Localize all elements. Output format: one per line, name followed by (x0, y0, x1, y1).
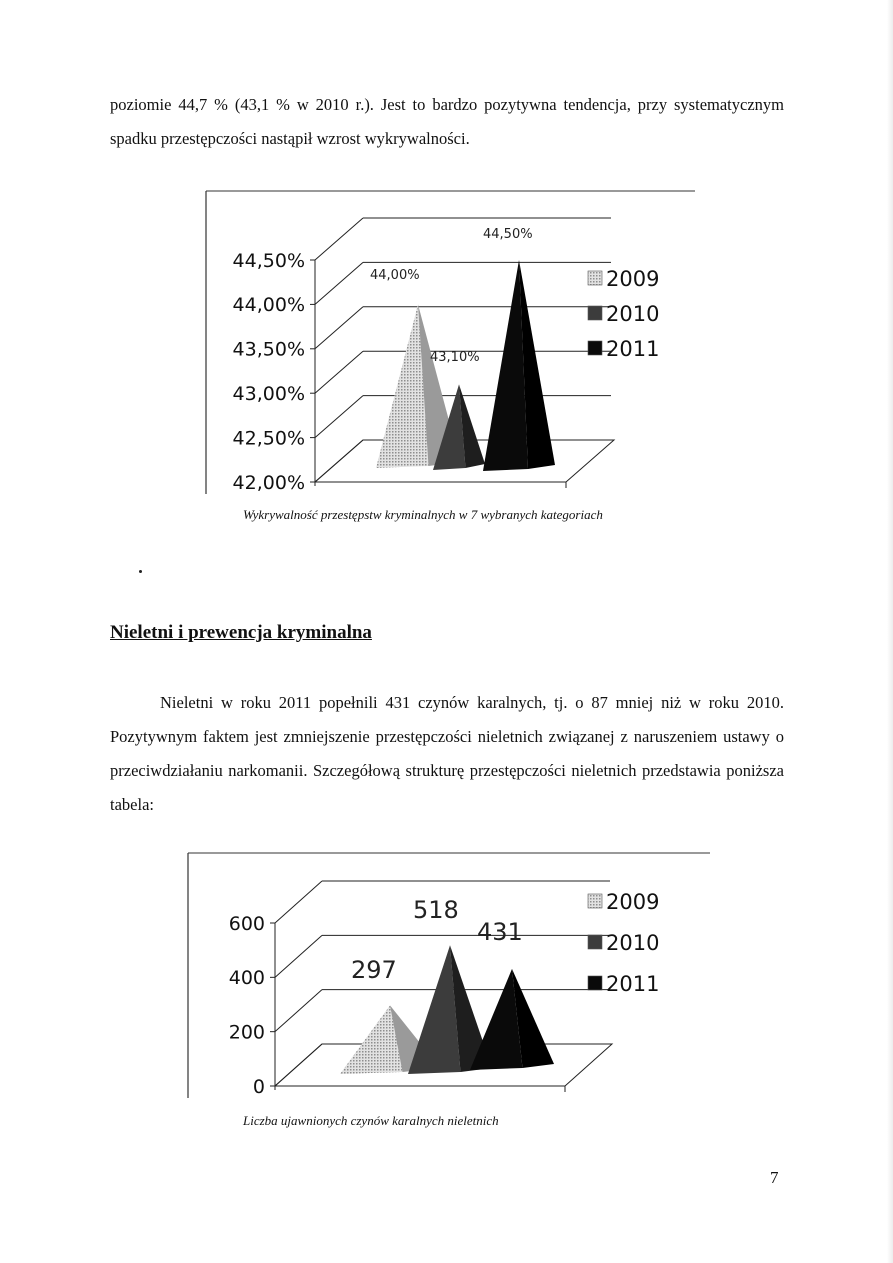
legend-swatch-2011 (588, 976, 602, 990)
intro-paragraph: poziomie 44,7 % (43,1 % w 2010 r.). Jest to bardzo pozytywna tendencja, przy systematycznym spadku przestępczości nastąpił wzrost wykrywalności. (110, 95, 784, 148)
y-tick-label: 200 (228, 1021, 265, 1044)
side-wall-line (315, 218, 363, 260)
legend-label-2009: 2009 (606, 267, 660, 291)
side-wall-line (315, 307, 363, 349)
side-wall-line (275, 990, 322, 1032)
legend-label-2010: 2010 (606, 931, 660, 955)
side-wall-line (275, 935, 322, 977)
y-tick-label: 43,00% (232, 383, 305, 406)
legend-label-2011: 2011 (606, 972, 660, 996)
legend-swatch-2010 (588, 306, 602, 320)
detection-rate-chart-svg (203, 188, 703, 500)
y-tick-label: 44,50% (232, 249, 305, 272)
data-label-2011: 431 (477, 918, 523, 946)
data-label-2009: 44,00% (370, 268, 420, 283)
legend-label-2010: 2010 (606, 302, 660, 326)
data-label-2010: 518 (413, 896, 459, 924)
legend-label-2009: 2009 (606, 890, 660, 914)
detection-rate-chart (203, 188, 703, 500)
data-label-2009: 297 (351, 956, 397, 984)
legend-swatch-2010 (588, 935, 602, 949)
scan-edge (887, 0, 893, 1263)
data-label-2011: 44,50% (483, 227, 533, 242)
chart1-caption: Wykrywalność przestępstw kryminalnych w 7 wybranych kategoriach (243, 507, 603, 522)
side-wall-line (275, 881, 322, 923)
legend-swatch-2009 (588, 894, 602, 908)
stray-dot (139, 570, 142, 573)
y-tick-label: 43,50% (232, 338, 305, 361)
legend-swatch-2009 (588, 271, 602, 285)
juvenile-paragraph: Nieletni w roku 2011 popełnili 431 czynów karalnych, tj. o 87 mniej niż w roku 2010. Pozytywnym faktem jest zmniejszenie przestępczości nieletnich związanej z naruszeniem ustawy o przeciwdziałaniu narkomanii. Szczegółową strukturę przestępczości nieletnich przedstawia poniższa tabela: (110, 693, 784, 814)
chart2-caption: Liczba ujawnionych czynów karalnych nieletnich (243, 1113, 499, 1128)
y-tick-label: 400 (228, 967, 265, 990)
side-wall-line (315, 262, 363, 304)
y-tick-label: 44,00% (232, 294, 305, 317)
side-wall-line (315, 396, 363, 438)
y-tick-label: 42,00% (232, 471, 305, 494)
juvenile-acts-chart (185, 850, 715, 1102)
y-tick-label: 600 (228, 912, 265, 935)
side-wall-line (315, 351, 363, 393)
page-number: 7 (770, 1168, 779, 1187)
y-tick-label: 42,50% (232, 427, 305, 450)
legend-swatch-2011 (588, 341, 602, 355)
data-label-2010: 43,10% (430, 350, 480, 365)
legend-label-2011: 2011 (606, 337, 660, 361)
y-tick-label: 0 (252, 1075, 265, 1098)
juvenile-acts-chart-svg (185, 850, 715, 1102)
section-heading: Nieletni i prewencja kryminalna (110, 622, 372, 643)
